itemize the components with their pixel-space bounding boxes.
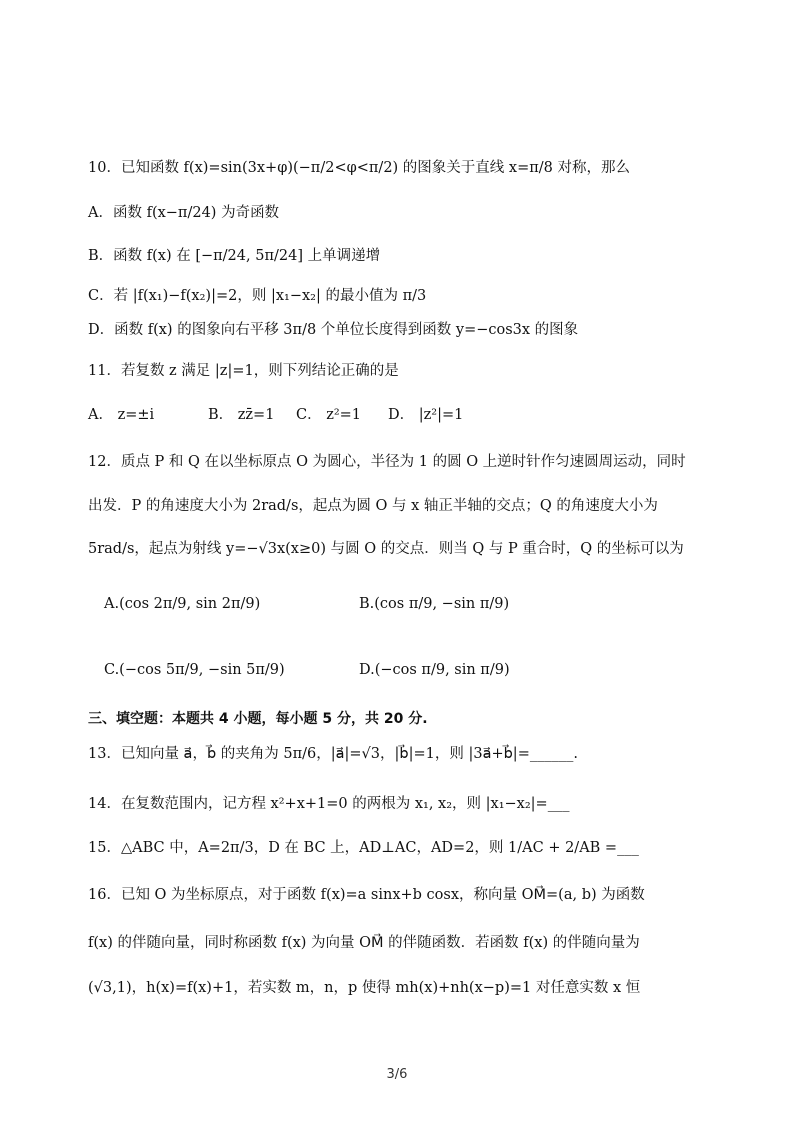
q10-option-b: B．函数 f(x) 在 [−π/24, 5π/24] 上单调递增 (88, 248, 381, 264)
q10-option-c: C．若 |f(x₁)−f(x₂)|=2，则 |x₁−x₂| 的最小值为 π/3 (88, 288, 427, 304)
section-fill-in-heading: 三、填空题：本题共 4 小题，每小题 5 分，共 20 分. (88, 711, 428, 727)
q12-options-row-2 (104, 662, 704, 686)
q13: 13．已知向量 a⃗，b⃗ 的夹角为 5π/6，|a⃗|=√3，|b⃗|=1，则 |3a⃗+b⃗|=______. (88, 746, 578, 762)
q12-option-b: B.(cos π/9, −sin π/9) (359, 596, 510, 612)
q10-stem: 10．已知函数 f(x)=sin(3x+φ)(−π/2<φ<π/2) 的图象关于直线 x=π/8 对称，那么 (88, 160, 630, 176)
page-number: 3/6 (386, 1067, 408, 1082)
q11-option-a: A． z=±i (88, 407, 155, 423)
q12-options-row-1 (104, 596, 704, 620)
q11-options (88, 403, 688, 425)
q12-line-2: 出发．P 的角速度大小为 2rad/s，起点为圆 O 与 x 轴正半轴的交点；Q 的角速度大小为 (88, 498, 658, 514)
q12-line-1: 12．质点 P 和 Q 在以坐标原点 O 为圆心，半径为 1 的圆 O 上逆时针作匀速圆周运动，同时 (88, 454, 686, 470)
q10-option-a: A．函数 f(x−π/24) 为奇函数 (88, 205, 280, 221)
q16-line-2: f(x) 的伴随向量，同时称函数 f(x) 为向量 OM⃗ 的伴随函数．若函数 f(x) 的伴随向量为 (88, 935, 640, 951)
q11-option-c: C． z²=1 (296, 407, 362, 423)
q12-option-c: C.(−cos 5π/9, −sin 5π/9) (104, 662, 285, 678)
q10-option-d: D．函数 f(x) 的图象向右平移 3π/8 个单位长度得到函数 y=−cos3x 的图象 (88, 322, 579, 338)
q16-line-1: 16．已知 O 为坐标原点，对于函数 f(x)=a sinx+b cosx，称向量 OM⃗=(a, b) 为函数 (88, 887, 645, 903)
q11-option-d: D． |z²|=1 (388, 407, 464, 423)
q15: 15．△ABC 中，A=2π/3，D 在 BC 上，AD⊥AC，AD=2，则 1/AC + 2/AB =___ (88, 840, 639, 856)
q12-option-d: D.(−cos π/9, sin π/9) (359, 662, 510, 678)
q12-option-a: A.(cos 2π/9, sin 2π/9) (104, 596, 261, 612)
q14: 14．在复数范围内，记方程 x²+x+1=0 的两根为 x₁, x₂，则 |x₁−x₂|=___ (88, 796, 570, 812)
q16-line-3: (√3,1)，h(x)=f(x)+1，若实数 m，n，p 使得 mh(x)+nh(x−p)=1 对任意实数 x 恒 (88, 980, 641, 996)
q11-stem: 11．若复数 z 满足 |z|=1，则下列结论正确的是 (88, 363, 399, 379)
q12-line-3: 5rad/s，起点为射线 y=−√3x(x≥0) 与圆 O 的交点．则当 Q 与 P 重合时，Q 的坐标可以为 (88, 541, 684, 557)
q11-option-b: B． zz̄=1 (208, 407, 275, 423)
